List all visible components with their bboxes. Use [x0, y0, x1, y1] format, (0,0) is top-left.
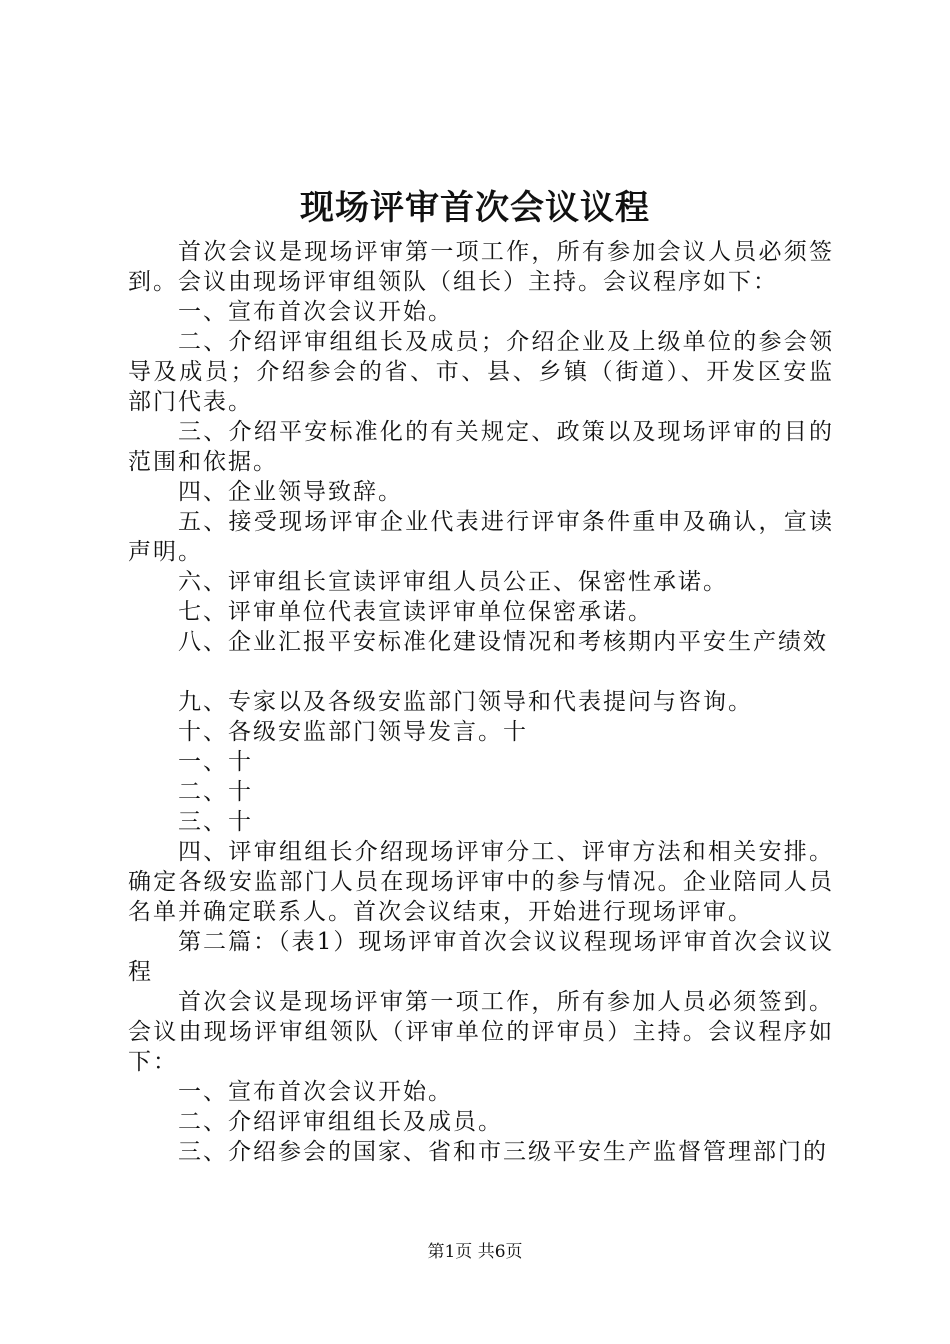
blank-line [128, 657, 834, 687]
paragraph-section-two-item-2: 二、介绍评审组组长及成员。 [178, 1109, 503, 1135]
paragraph-item-1: 一、宣布首次会议开始。 [178, 299, 453, 325]
paragraph-item-6: 六、评审组长宣读评审组人员公正、保密性承诺。 [178, 569, 728, 595]
paragraph-item-11: 一、十 [178, 749, 253, 775]
paragraph-item-5: 五、接受现场评审企业代表进行评审条件重申及确认，宣读声明。 [128, 509, 834, 565]
paragraph-section-two-item-3: 三、介绍参会的国家、省和市三级平安生产监督管理部门的 [178, 1139, 828, 1165]
paragraph-item-4: 四、企业领导致辞。 [178, 479, 403, 505]
paragraph-item-12: 二、十 [178, 779, 253, 805]
paragraph-item-3: 三、介绍平安标准化的有关规定、政策以及现场评审的目的范围和依据。 [128, 419, 834, 475]
paragraph-section-two-heading: 第二篇：（表1）现场评审首次会议议程现场评审首次会议议程 [128, 929, 834, 985]
paragraph-section-two-intro: 首次会议是现场评审第一项工作，所有参加人员必须签到。会议由现场评审组领队（评审单位的评审员）主持。会议程序如下： [128, 989, 834, 1075]
document-body [128, 237, 834, 1167]
paragraph-item-8: 八、企业汇报平安标准化建设情况和考核期内平安生产绩效 [178, 629, 828, 655]
paragraph-section-two-item-1: 一、宣布首次会议开始。 [178, 1079, 453, 1105]
paragraph-item-13: 三、十 [178, 809, 253, 835]
document-title: 现场评审首次会议议程 [300, 188, 650, 228]
paragraph-intro: 首次会议是现场评审第一项工作，所有参加会议人员必须签到。会议由现场评审组领队（组长）主持。会议程序如下： [128, 239, 834, 295]
paragraph-item-9: 九、专家以及各级安监部门领导和代表提问与咨询。 [178, 689, 753, 715]
paragraph-item-14: 四、评审组组长介绍现场评审分工、评审方法和相关安排。确定各级安监部门人员在现场评审中的参与情况。企业陪同人员名单并确定联系人。首次会议结束，开始进行现场评审。 [128, 839, 834, 925]
paragraph-item-10: 十、各级安监部门领导发言。十 [178, 719, 528, 745]
paragraph-item-2: 二、介绍评审组组长及成员；介绍企业及上级单位的参会领导及成员；介绍参会的省、市、县、乡镇（街道）、开发区安监部门代表。 [128, 329, 834, 415]
page-footer: 第1页 共6页 [427, 1242, 523, 1262]
paragraph-item-7: 七、评审单位代表宣读评审单位保密承诺。 [178, 599, 653, 625]
